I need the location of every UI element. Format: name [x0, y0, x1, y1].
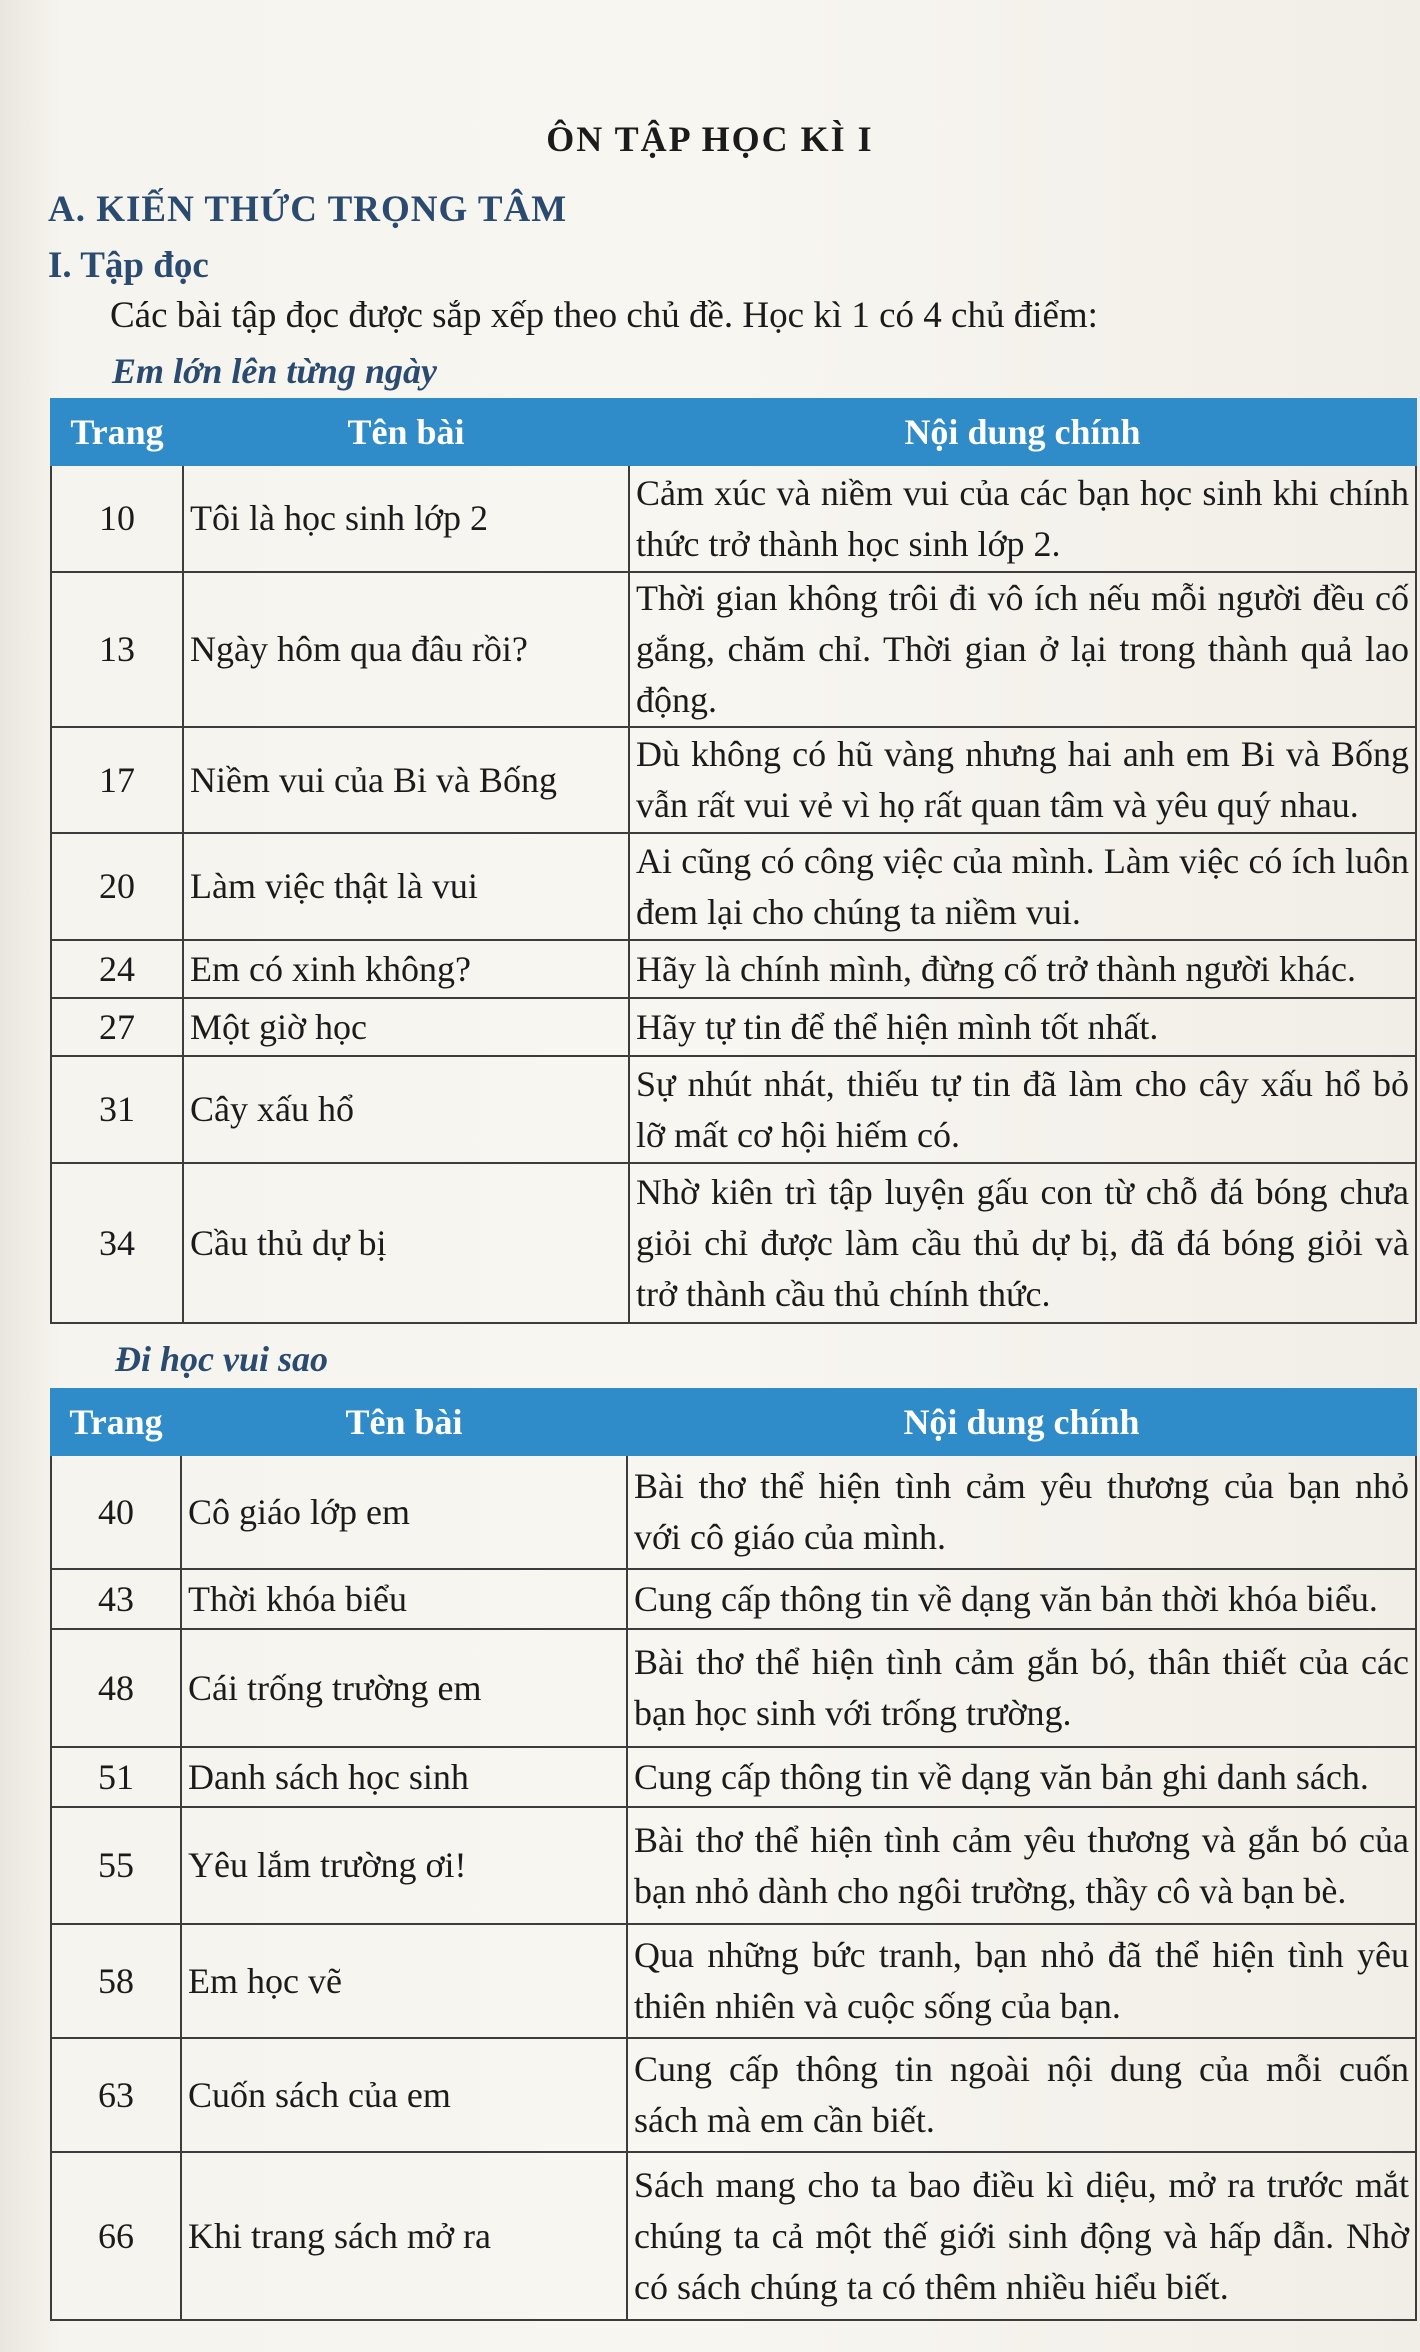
cell-page: 58: [51, 1924, 181, 2038]
cell-page: 17: [51, 727, 183, 833]
header-name: Tên bài: [181, 1389, 627, 1455]
cell-content: Cung cấp thông tin ngoài nội dung của mỗi cuốn sách mà em cần biết.: [627, 2038, 1416, 2152]
cell-name: Làm việc thật là vui: [183, 833, 629, 940]
cell-page: 31: [51, 1056, 183, 1163]
cell-name: Một giờ học: [183, 998, 629, 1056]
cell-name: Cô giáo lớp em: [181, 1455, 627, 1569]
cell-content: Bài thơ thể hiện tình cảm yêu thương và gắn bó của bạn nhỏ dành cho ngôi trường, thầy cô và bạn bè.: [627, 1807, 1416, 1924]
cell-name: Cuốn sách của em: [181, 2038, 627, 2152]
table-row: [51, 940, 1416, 998]
intro-paragraph: Các bài tập đọc được sắp xếp theo chủ đề. Học kì 1 có 4 chủ điểm:: [110, 295, 1098, 336]
table-row: [51, 1455, 1416, 1569]
cell-content: Cung cấp thông tin về dạng văn bản ghi danh sách.: [627, 1747, 1416, 1807]
cell-content: Ai cũng có công việc của mình. Làm việc có ích luôn đem lại cho chúng ta niềm vui.: [629, 833, 1416, 940]
cell-name: Ngày hôm qua đâu rồi?: [183, 572, 629, 727]
cell-name: Em học vẽ: [181, 1924, 627, 2038]
cell-name: Cây xấu hổ: [183, 1056, 629, 1163]
cell-content: Cảm xúc và niềm vui của các bạn học sinh khi chính thức trở thành học sinh lớp 2.: [629, 465, 1416, 572]
table-header-row: [51, 399, 1416, 465]
cell-content: Qua những bức tranh, bạn nhỏ đã thể hiện tình yêu thiên nhiên và cuộc sống của bạn.: [627, 1924, 1416, 2038]
cell-page: 66: [51, 2152, 181, 2320]
cell-page: 43: [51, 1569, 181, 1629]
section-heading-a: A. KIẾN THỨC TRỌNG TÂM: [48, 189, 568, 230]
cell-content: Thời gian không trôi đi vô ích nếu mỗi người đều cố gắng, chăm chỉ. Thời gian ở lại trong thành quả lao động.: [629, 572, 1416, 727]
table-row: [51, 2152, 1416, 2320]
section-heading-reading: I. Tập đọc: [48, 245, 209, 286]
table-row: [51, 1056, 1416, 1163]
cell-page: 63: [51, 2038, 181, 2152]
table-row: [51, 1569, 1416, 1629]
header-page: Trang: [51, 1389, 181, 1455]
cell-content: Bài thơ thể hiện tình cảm yêu thương của bạn nhỏ với cô giáo của mình.: [627, 1455, 1416, 1569]
theme-title-2: Đi học vui sao: [115, 1339, 329, 1379]
table-row: [51, 1163, 1416, 1323]
table-header-row: [51, 1389, 1416, 1455]
cell-page: 55: [51, 1807, 181, 1924]
header-page: Trang: [51, 399, 183, 465]
table-row: [51, 727, 1416, 833]
cell-content: Hãy là chính mình, đừng cố trở thành người khác.: [629, 940, 1416, 998]
table-row: [51, 1924, 1416, 2038]
cell-name: Khi trang sách mở ra: [181, 2152, 627, 2320]
cell-content: Hãy tự tin để thể hiện mình tốt nhất.: [629, 998, 1416, 1056]
cell-page: 10: [51, 465, 183, 572]
theme-title-1: Em lớn lên từng ngày: [112, 351, 437, 391]
cell-page: 27: [51, 998, 183, 1056]
cell-content: Cung cấp thông tin về dạng văn bản thời khóa biểu.: [627, 1569, 1416, 1629]
cell-content: Sách mang cho ta bao điều kì diệu, mở ra trước mắt chúng ta cả một thế giới sinh động và hấp dẫn. Nhờ có sách chúng ta có thêm nhiều hiểu biết.: [627, 2152, 1416, 2320]
cell-content: Nhờ kiên trì tập luyện gấu con từ chỗ đá bóng chưa giỏi chỉ được làm cầu thủ dự bị, đã đá bóng giỏi và trở thành cầu thủ chính thức.: [629, 1163, 1416, 1323]
cell-name: Em có xinh không?: [183, 940, 629, 998]
lesson-table-1: [50, 398, 1417, 1324]
cell-name: Thời khóa biểu: [181, 1569, 627, 1629]
cell-name: Cái trống trường em: [181, 1629, 627, 1747]
header-name: Tên bài: [183, 399, 629, 465]
cell-page: 24: [51, 940, 183, 998]
cell-name: Danh sách học sinh: [181, 1747, 627, 1807]
cell-name: Yêu lắm trường ơi!: [181, 1807, 627, 1924]
table-row: [51, 1629, 1416, 1747]
table-row: [51, 833, 1416, 940]
cell-page: 40: [51, 1455, 181, 1569]
cell-page: 51: [51, 1747, 181, 1807]
lesson-table-2: [50, 1388, 1417, 2321]
table-row: [51, 2038, 1416, 2152]
table-row: [51, 998, 1416, 1056]
header-content: Nội dung chính: [629, 399, 1416, 465]
cell-content: Sự nhút nhát, thiếu tự tin đã làm cho cây xấu hổ bỏ lỡ mất cơ hội hiếm có.: [629, 1056, 1416, 1163]
cell-content: Bài thơ thể hiện tình cảm gắn bó, thân thiết của các bạn học sinh với trống trường.: [627, 1629, 1416, 1747]
cell-page: 20: [51, 833, 183, 940]
header-content: Nội dung chính: [627, 1389, 1416, 1455]
cell-page: 34: [51, 1163, 183, 1323]
table-row: [51, 1807, 1416, 1924]
cell-name: Tôi là học sinh lớp 2: [183, 465, 629, 572]
cell-content: Dù không có hũ vàng nhưng hai anh em Bi và Bống vẫn rất vui vẻ vì họ rất quan tâm và yêu quý nhau.: [629, 727, 1416, 833]
cell-page: 48: [51, 1629, 181, 1747]
cell-page: 13: [51, 572, 183, 727]
cell-name: Cầu thủ dự bị: [183, 1163, 629, 1323]
cell-name: Niềm vui của Bi và Bống: [183, 727, 629, 833]
table-row: [51, 572, 1416, 727]
page-title: ÔN TẬP HỌC KÌ I: [546, 119, 874, 159]
table-row: [51, 465, 1416, 572]
table-row: [51, 1747, 1416, 1807]
